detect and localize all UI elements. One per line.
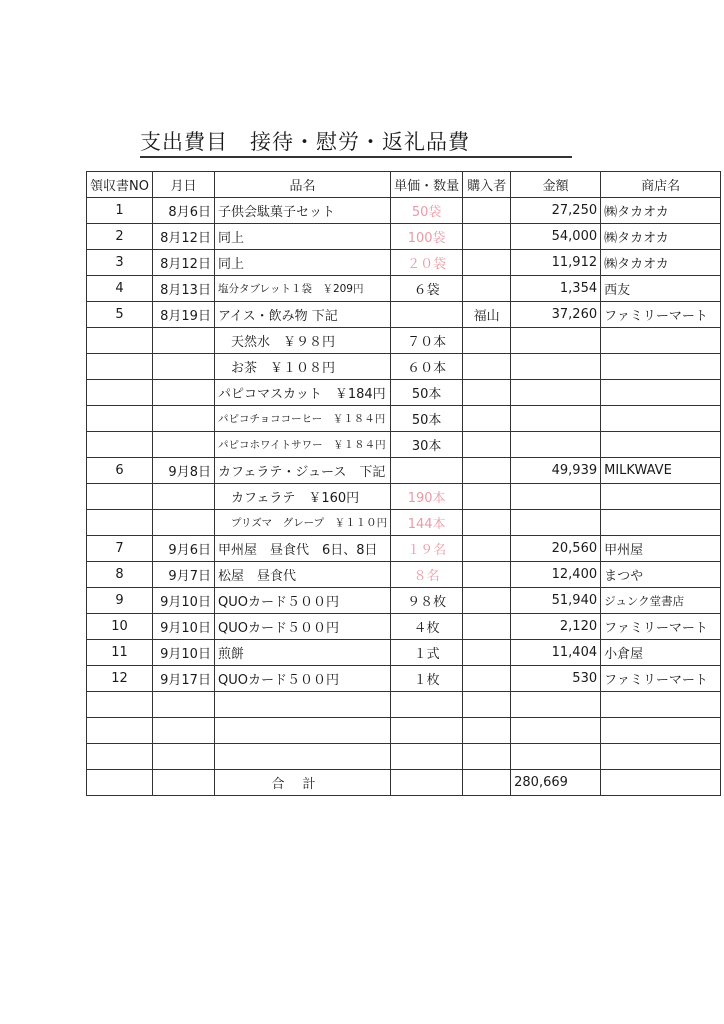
qty-cell: １９名 <box>391 536 463 562</box>
table-row <box>87 666 721 692</box>
item-cell: 子供会駄菓子セット <box>214 198 390 224</box>
total-spacer <box>391 770 463 796</box>
shop-cell <box>601 354 721 380</box>
table-row <box>87 276 721 302</box>
shop-cell: ジュンク堂書店 <box>601 588 721 614</box>
receipt-no: 5 <box>87 302 153 328</box>
buyer-cell <box>463 198 511 224</box>
shop-cell <box>601 406 721 432</box>
table-row <box>87 562 721 588</box>
date-cell <box>152 406 214 432</box>
qty-cell: １式 <box>391 640 463 666</box>
total-spacer <box>463 770 511 796</box>
receipt-no: 12 <box>87 666 153 692</box>
date-cell <box>152 432 214 458</box>
item-cell: お茶 ￥１０８円 <box>214 354 390 380</box>
buyer-cell <box>463 406 511 432</box>
receipt-no: 9 <box>87 588 153 614</box>
shop-cell: 小倉屋 <box>601 640 721 666</box>
qty-cell: ６袋 <box>391 276 463 302</box>
receipt-no: 10 <box>87 614 153 640</box>
qty-cell: 30本 <box>391 432 463 458</box>
item-cell: パピコチョココーヒー ￥１８４円 <box>214 406 390 432</box>
buyer-cell <box>463 536 511 562</box>
date-cell <box>152 510 214 536</box>
shop-cell: ファミリーマート <box>601 614 721 640</box>
amount-cell <box>511 406 601 432</box>
date-cell: 9月8日 <box>152 458 214 484</box>
shop-cell: 西友 <box>601 276 721 302</box>
qty-cell: 190本 <box>391 484 463 510</box>
shop-cell <box>601 380 721 406</box>
receipt-no <box>87 692 153 718</box>
buyer-cell <box>463 354 511 380</box>
amount-cell: 11,404 <box>511 640 601 666</box>
buyer-cell <box>463 224 511 250</box>
shop-cell <box>601 484 721 510</box>
buyer-cell <box>463 666 511 692</box>
date-cell: 8月12日 <box>152 250 214 276</box>
buyer-cell <box>463 718 511 744</box>
qty-cell: 100袋 <box>391 224 463 250</box>
table-row <box>87 588 721 614</box>
date-cell: 9月10日 <box>152 588 214 614</box>
amount-cell <box>511 380 601 406</box>
buyer-cell <box>463 562 511 588</box>
item-cell: QUOカード５００円 <box>214 614 390 640</box>
buyer-cell <box>463 380 511 406</box>
item-cell: 煎餅 <box>214 640 390 666</box>
shop-cell: ファミリーマート <box>601 666 721 692</box>
buyer-cell <box>463 276 511 302</box>
date-cell <box>152 744 214 770</box>
table-row <box>87 692 721 718</box>
date-cell <box>152 484 214 510</box>
header-buyer: 購入者 <box>463 172 511 198</box>
buyer-cell <box>463 510 511 536</box>
amount-cell <box>511 744 601 770</box>
shop-cell: MILKWAVE <box>601 458 721 484</box>
table-row <box>87 744 721 770</box>
shop-cell <box>601 692 721 718</box>
shop-cell <box>601 744 721 770</box>
table-row <box>87 614 721 640</box>
table-row <box>87 432 721 458</box>
header-date: 月日 <box>152 172 214 198</box>
shop-cell <box>601 432 721 458</box>
buyer-cell <box>463 432 511 458</box>
date-cell <box>152 354 214 380</box>
amount-cell <box>511 328 601 354</box>
amount-cell: 20,560 <box>511 536 601 562</box>
total-spacer <box>601 770 721 796</box>
item-cell: アイス・飲み物 下記 <box>214 302 390 328</box>
date-cell: 8月13日 <box>152 276 214 302</box>
header-unit-qty: 単価・数量 <box>391 172 463 198</box>
header-row <box>87 172 721 198</box>
date-cell: 9月17日 <box>152 666 214 692</box>
date-cell: 9月6日 <box>152 536 214 562</box>
item-cell: 同上 <box>214 250 390 276</box>
table-row <box>87 224 721 250</box>
shop-cell <box>601 510 721 536</box>
amount-cell <box>511 484 601 510</box>
receipt-no <box>87 406 153 432</box>
date-cell: 9月10日 <box>152 614 214 640</box>
buyer-cell <box>463 640 511 666</box>
amount-cell <box>511 354 601 380</box>
item-cell <box>214 744 390 770</box>
table-row <box>87 536 721 562</box>
table-row <box>87 458 721 484</box>
table-row <box>87 380 721 406</box>
shop-cell: ファミリーマート <box>601 302 721 328</box>
buyer-cell <box>463 250 511 276</box>
qty-cell: ２０袋 <box>391 250 463 276</box>
header-shop: 商店名 <box>601 172 721 198</box>
amount-cell <box>511 718 601 744</box>
date-cell: 9月7日 <box>152 562 214 588</box>
amount-cell: 2,120 <box>511 614 601 640</box>
qty-cell: 50袋 <box>391 198 463 224</box>
receipt-no <box>87 328 153 354</box>
buyer-cell <box>463 458 511 484</box>
total-label: 合計 <box>214 770 390 796</box>
table-row <box>87 354 721 380</box>
item-cell: カフェラテ ￥160円 <box>214 484 390 510</box>
buyer-cell <box>463 744 511 770</box>
receipt-no: 3 <box>87 250 153 276</box>
receipt-no <box>87 432 153 458</box>
receipt-no: 1 <box>87 198 153 224</box>
item-cell: 松屋 昼食代 <box>214 562 390 588</box>
qty-cell: ６０本 <box>391 354 463 380</box>
amount-cell: 12,400 <box>511 562 601 588</box>
shop-cell: ㈱タカオカ <box>601 250 721 276</box>
date-cell: 8月12日 <box>152 224 214 250</box>
date-cell <box>152 718 214 744</box>
amount-cell: 54,000 <box>511 224 601 250</box>
total-row <box>87 770 721 796</box>
table-row <box>87 198 721 224</box>
qty-cell: ４枚 <box>391 614 463 640</box>
table-row <box>87 328 721 354</box>
item-cell: QUOカード５００円 <box>214 666 390 692</box>
expense-table <box>86 171 721 796</box>
receipt-no <box>87 744 153 770</box>
item-cell: 同上 <box>214 224 390 250</box>
shop-cell <box>601 718 721 744</box>
buyer-cell <box>463 692 511 718</box>
total-amount: 280,669 <box>511 770 601 796</box>
header-no: 領収書NO <box>87 172 153 198</box>
date-cell <box>152 692 214 718</box>
item-cell <box>214 718 390 744</box>
item-cell: 塩分タブレット１袋 ￥209円 <box>214 276 390 302</box>
qty-cell <box>391 718 463 744</box>
amount-cell: 51,940 <box>511 588 601 614</box>
qty-cell: 144本 <box>391 510 463 536</box>
qty-cell <box>391 744 463 770</box>
receipt-no <box>87 484 153 510</box>
qty-cell <box>391 458 463 484</box>
receipt-no: 11 <box>87 640 153 666</box>
qty-cell: 50本 <box>391 406 463 432</box>
date-cell <box>152 328 214 354</box>
receipt-no <box>87 718 153 744</box>
header-amount: 金額 <box>511 172 601 198</box>
item-cell: 天然水 ￥９８円 <box>214 328 390 354</box>
table-row <box>87 640 721 666</box>
receipt-no: 4 <box>87 276 153 302</box>
amount-cell: 49,939 <box>511 458 601 484</box>
shop-cell: 甲州屋 <box>601 536 721 562</box>
table-row <box>87 406 721 432</box>
receipt-no: 8 <box>87 562 153 588</box>
table-row <box>87 484 721 510</box>
amount-cell <box>511 432 601 458</box>
total-spacer <box>87 770 153 796</box>
qty-cell: ９８枚 <box>391 588 463 614</box>
shop-cell: まつや <box>601 562 721 588</box>
item-cell: パピコホワイトサワー ￥１８４円 <box>214 432 390 458</box>
item-cell: 甲州屋 昼食代 6日、8日 <box>214 536 390 562</box>
table-row <box>87 302 721 328</box>
amount-cell: 530 <box>511 666 601 692</box>
amount-cell <box>511 510 601 536</box>
date-cell <box>152 380 214 406</box>
amount-cell: 37,260 <box>511 302 601 328</box>
item-cell <box>214 692 390 718</box>
item-cell: QUOカード５００円 <box>214 588 390 614</box>
qty-cell: ７０本 <box>391 328 463 354</box>
qty-cell: １枚 <box>391 666 463 692</box>
buyer-cell: 福山 <box>463 302 511 328</box>
shop-cell: ㈱タカオカ <box>601 198 721 224</box>
amount-cell: 11,912 <box>511 250 601 276</box>
buyer-cell <box>463 328 511 354</box>
date-cell: 9月10日 <box>152 640 214 666</box>
qty-cell: 50本 <box>391 380 463 406</box>
receipt-no <box>87 354 153 380</box>
qty-cell <box>391 302 463 328</box>
amount-cell: 27,250 <box>511 198 601 224</box>
receipt-no: 7 <box>87 536 153 562</box>
amount-cell: 1,354 <box>511 276 601 302</box>
qty-cell <box>391 692 463 718</box>
buyer-cell <box>463 588 511 614</box>
date-cell: 8月6日 <box>152 198 214 224</box>
item-cell: パピコマスカット ￥184円 <box>214 380 390 406</box>
receipt-no: 2 <box>87 224 153 250</box>
table-row <box>87 510 721 536</box>
buyer-cell <box>463 614 511 640</box>
receipt-no <box>87 510 153 536</box>
page-title: 支出費目 接待・慰労・返礼品費 <box>140 128 572 158</box>
shop-cell: ㈱タカオカ <box>601 224 721 250</box>
receipt-no: 6 <box>87 458 153 484</box>
qty-cell: ８名 <box>391 562 463 588</box>
item-cell: プリズマ グレープ ￥１１０円 <box>214 510 390 536</box>
header-item: 品名 <box>214 172 390 198</box>
shop-cell <box>601 328 721 354</box>
amount-cell <box>511 692 601 718</box>
table-row <box>87 718 721 744</box>
buyer-cell <box>463 484 511 510</box>
total-spacer <box>152 770 214 796</box>
item-cell: カフェラテ・ジュース 下記 <box>214 458 390 484</box>
date-cell: 8月19日 <box>152 302 214 328</box>
receipt-no <box>87 380 153 406</box>
table-row <box>87 250 721 276</box>
